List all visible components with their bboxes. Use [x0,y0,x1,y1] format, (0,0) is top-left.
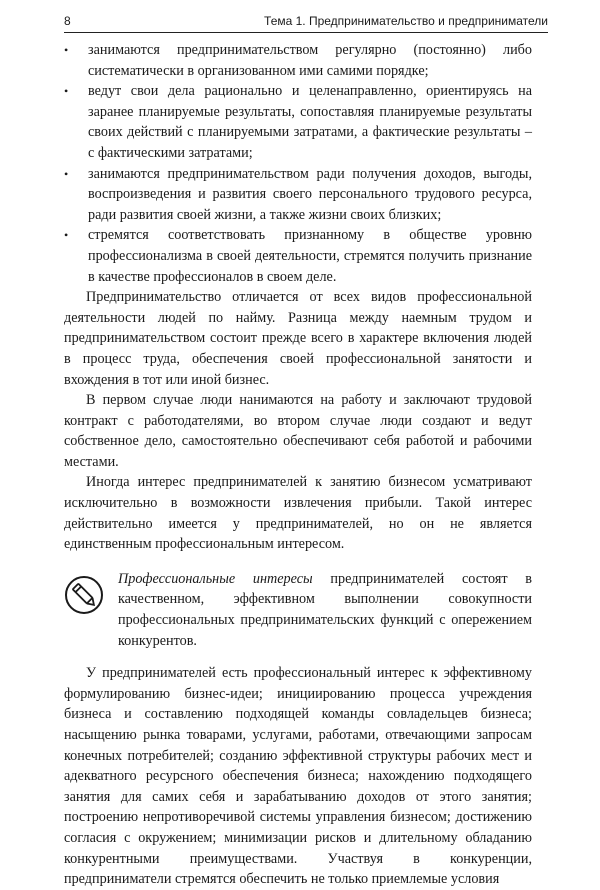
page-header [64,14,548,33]
bullet-item: • ведут свои дела рационально и целенаправленно, ориентируясь на заранее планируемые результаты, сопоставляя планируемые результаты своих действий с планируемыми затратами, а фактические результаты – с фактическими затратами; [64,81,532,163]
callout-body: предпринимателей состоят в качественном, эффективном выполнении совокупности профессиональных предпринимательских функций с опережением конкурентов. [118,570,533,649]
paragraph: Предпринимательство отличается от всех видов профессиональной деятельности людей по найму. Разница между наемным трудом и предпринимательством состоит прежде всего в характере включения людей в процесс труда, обеспечения своей профессиональной занятости и вхождения в тот или иной бизнес. [64,289,532,388]
callout-term: Профессиональные интересы [118,570,313,587]
bullet-item: • занимаются предпринимательством регулярно (постоянно) либо систематически в организованном ими самими порядке; [64,40,532,81]
running-title: Тема 1. Предпринимательство и предприниматели [264,14,548,28]
closing-section [64,663,532,890]
bullet-item: • занимаются предпринимательством ради получения доходов, выгоды, воспроизведения и развития своего персонального трудового ресурса, ради развития своей жизни, а также жизни своих близких; [64,164,532,226]
paragraph: Иногда интерес предпринимателей к занятию бизнесом усматривают исключительно в возможности извлечения прибыли. Такой интерес действительно имеется у предпринимателей, но он не является единственным профессиональным интересом. [64,474,532,553]
bullet-item: • стремятся соответствовать признанному в обществе уровню профессионализма в своей деятельности, стремятся получить признание в качестве профессионалов в своем деле. [64,225,532,287]
definition-callout [64,569,532,651]
page-number: 8 [64,14,71,28]
paragraph: У предпринимателей есть профессиональный интерес к эффективному формулированию бизнес-идеи; инициированию процесса учреждения бизнеса и составлению подходящей команды совладельцев бизнеса; насыщению рынка товарами, услугами, работами, отвечающими запросам конечных потребителей; созданию эффективной структуры рабочих мест и адекватного ресурсного обеспечения бизнеса; нахождению подходящего занятия для самих себя и зарабатыванию доходов от этого занятия; построению непротиворечивой системы управления бизнесом; достижению согласия с окружением; минимизации рисков и длительному обладанию конкурентными преимуществами. Участвуя в конкуренции, предприниматели стремятся обеспечить не только приемлемые условия [64,665,532,888]
paragraph: В первом случае люди нанимаются на работу и заключают трудовой контракт с работодателями, во втором случае люди создают и ведут собственное дело, самостоятельно обеспечивают себя работой и рабочими местами. [64,392,532,470]
pencil-note-icon [64,575,104,615]
bullet-list [64,40,532,287]
page-content [64,40,532,890]
callout-text [118,569,532,651]
